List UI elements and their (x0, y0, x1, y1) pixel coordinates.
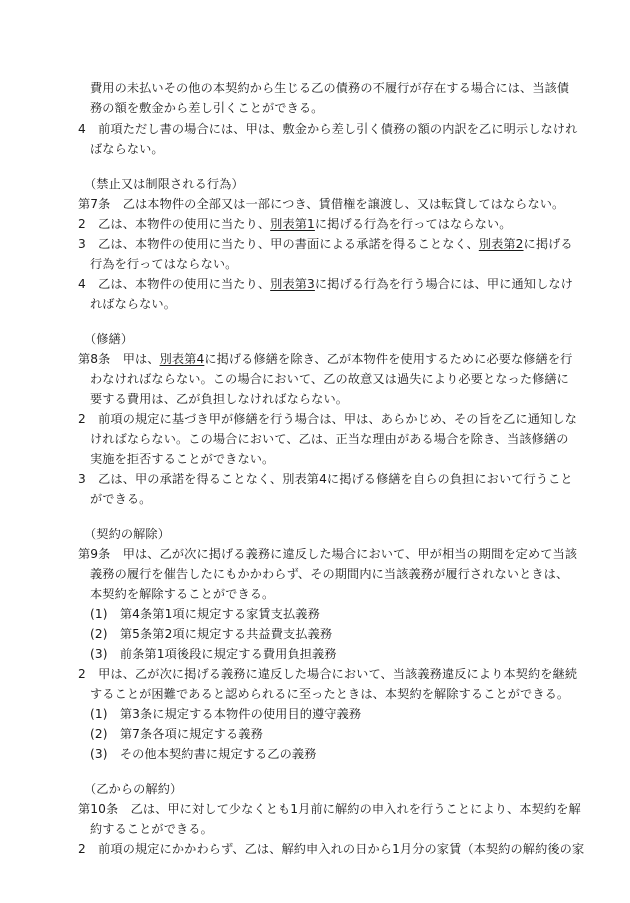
table-reference-link[interactable]: 別表第4 (159, 352, 205, 366)
text-segment: に掲げる (523, 237, 573, 251)
table-reference-link[interactable]: 別表第1 (270, 217, 315, 231)
text-line: 4 前項ただし書の場合には、甲は、敷金から差し引く債務の額の内訳を乙に明示しなけれ (78, 122, 578, 136)
text-line (78, 274, 573, 294)
article-line: 第7条 乙は本物件の全部又は一部につき、賃借権を譲渡し、又は転貸してはならない。 (78, 197, 565, 211)
list-item: (1) 第4条第1項に規定する家賃支払義務 (90, 607, 320, 621)
list-item: (2) 第7条各項に規定する義務 (90, 727, 263, 741)
text-line: ばならない。 (90, 142, 164, 156)
text-line: わなければならない。この場合において、乙の故意又は過失により必要となった修繕に (90, 372, 569, 386)
article-line (78, 349, 572, 369)
text-line: 実施を拒否することができない。 (90, 452, 275, 466)
list-item: (3) その他本契約書に規定する乙の義務 (90, 747, 317, 761)
text-line: 約することができる。 (90, 822, 213, 836)
article-line: 第10条 乙は、甲に対して少なくとも1月前に解約の申入れを行うことにより、本契約を解 (78, 802, 581, 816)
table-reference-link[interactable]: 別表第2 (478, 237, 524, 251)
text-line: 本契約を解除することができる。 (90, 587, 275, 601)
text-segment: 第8条 甲は、 (78, 352, 160, 366)
text-line: ければならない。この場合において、乙は、正当な理由がある場合を除き、当該修繕の (90, 432, 569, 446)
text-segment: に掲げる行為を行ってはならない。 (314, 217, 512, 231)
text-segment: 3 乙は、本物件の使用に当たり、甲の書面による承諾を得ることなく、 (78, 237, 479, 251)
text-segment: に掲げる行為を行う場合には、甲に通知しなけ (314, 277, 573, 291)
text-line: 2 前項の規定にかかわらず、乙は、解約申入れの日から1月分の家賃（本契約の解約後の家 (78, 842, 585, 856)
text-line: することが困難であると認められるに至ったときは、本契約を解除することができる。 (90, 687, 570, 701)
text-line: 義務の履行を催告したにもかかわらず、その期間内に当該義務が履行されないときは、 (90, 567, 569, 581)
text-line: 3 乙は、甲の承諾を得ることなく、別表第4に掲げる修繕を自らの負担において行うこと (78, 472, 573, 486)
list-item: (3) 前条第1項後段に規定する費用負担義務 (90, 647, 337, 661)
text-line: 務の額を敷金から差し引くことができる。 (90, 101, 324, 115)
text-line: 行為を行ってはならない。 (90, 257, 238, 271)
text-line: 要する費用は、乙が負担しなければならない。 (90, 392, 349, 406)
list-item: (2) 第5条第2項に規定する共益費支払義務 (90, 627, 333, 641)
section-heading: （禁止又は制限される行為） (84, 177, 244, 191)
text-segment: に掲げる修繕を除き、乙が本物件を使用するために必要な修繕を行 (204, 352, 573, 366)
text-line (78, 234, 573, 254)
text-line: ができる。 (90, 492, 152, 506)
text-line: 2 甲は、乙が次に掲げる義務に違反した場合において、当該義務違反により本契約を継続 (78, 667, 578, 681)
text-segment: 2 乙は、本物件の使用に当たり、 (78, 217, 271, 231)
section-heading: （修繕） (84, 332, 134, 346)
article-line: 第9条 甲は、乙が次に掲げる義務に違反した場合において、甲が相当の期間を定めて当該 (78, 547, 578, 561)
text-segment: 4 乙は、本物件の使用に当たり、 (78, 277, 271, 291)
text-line (78, 214, 512, 234)
text-line: 費用の未払いその他の本契約から生じる乙の債務の不履行が存在する場合には、当該債 (90, 81, 570, 95)
table-reference-link[interactable]: 別表第3 (270, 277, 315, 291)
text-line: 2 前項の規定に基づき甲が修繕を行う場合は、甲は、あらかじめ、その旨を乙に通知しな (78, 412, 577, 426)
section-heading: （契約の解除） (84, 527, 171, 541)
list-item: (1) 第3条に規定する本物件の使用目的遵守義務 (90, 707, 362, 721)
section-heading: （乙からの解約） (84, 782, 183, 796)
text-line: ればならない。 (90, 297, 177, 311)
